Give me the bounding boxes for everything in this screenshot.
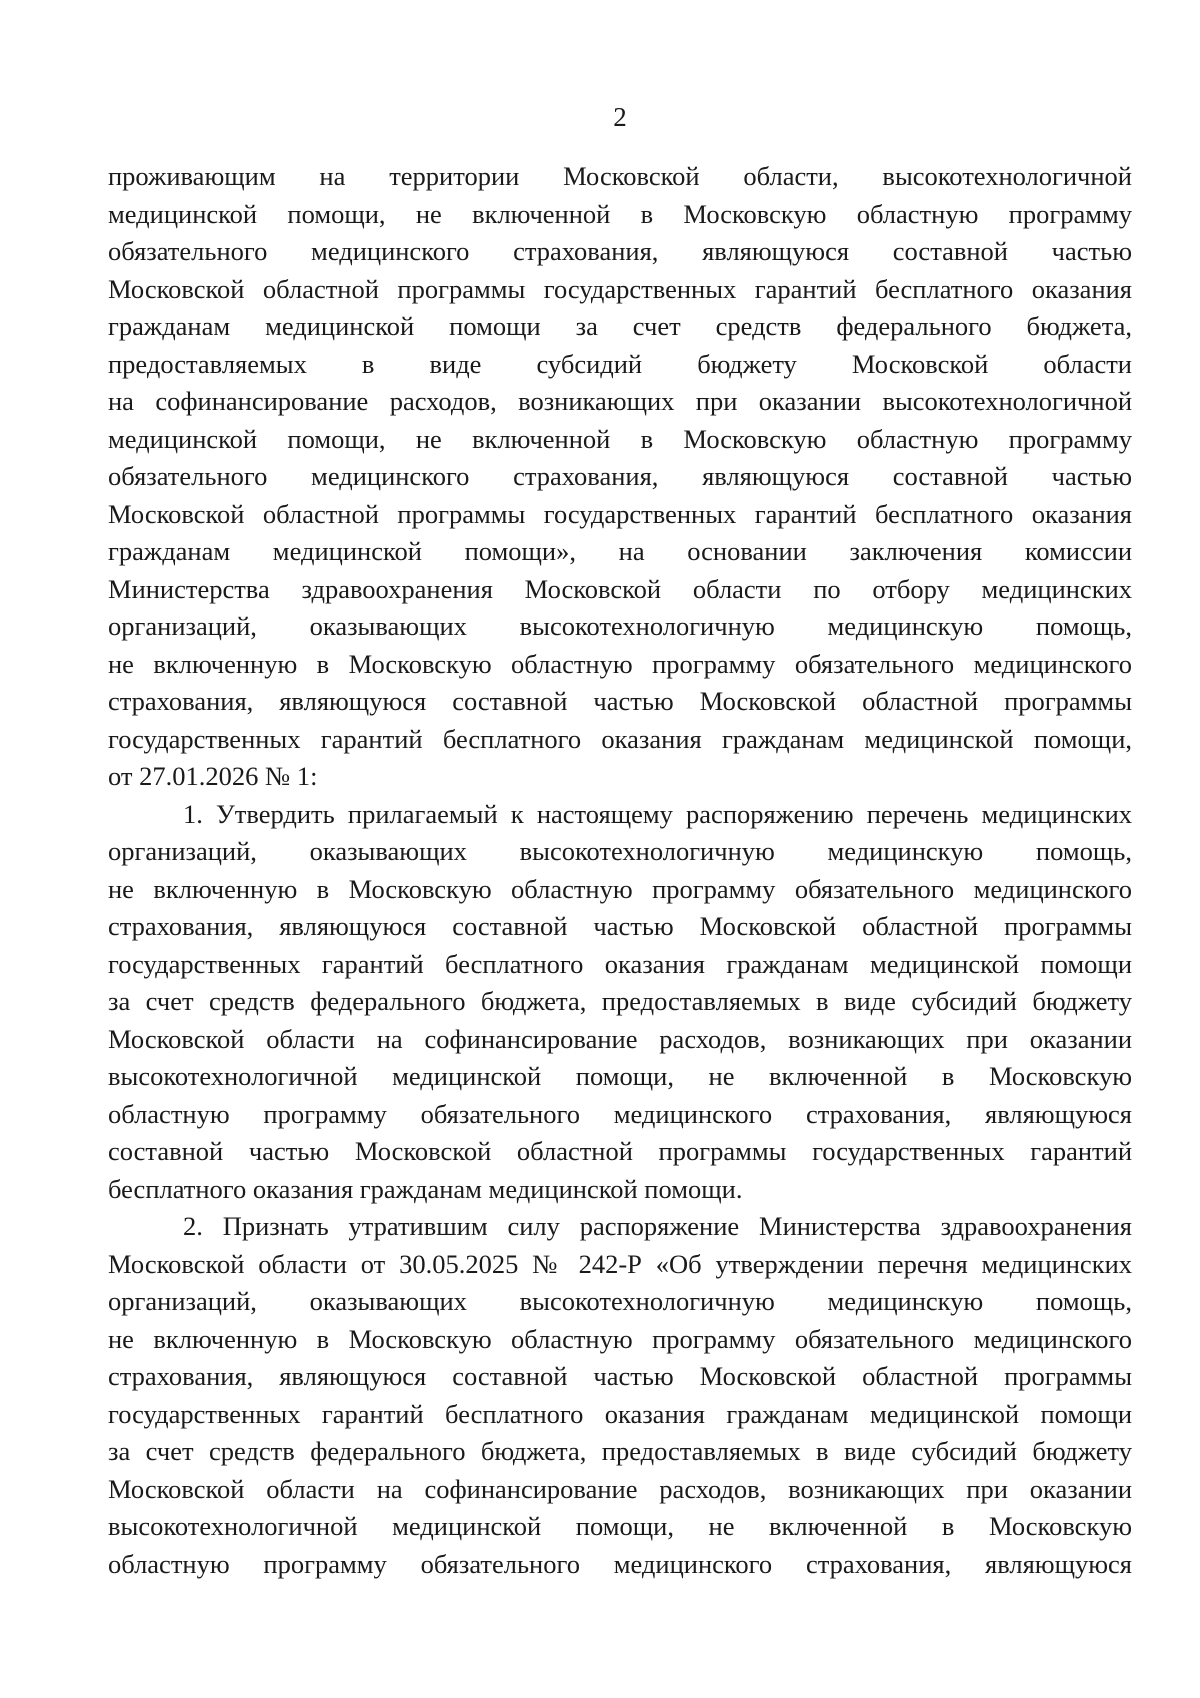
text-line: страхования, являющуюся составной частью Московской областной программы <box>108 686 1132 716</box>
text-line: Московской области на софинансирование расходов, возникающих при оказании <box>108 1023 1132 1054</box>
text-line: за счет средств федерального бюджета, предоставляемых в виде субсидий бюджету <box>108 986 1132 1016</box>
text-line: государственных гарантий бесплатного оказания гражданам медицинской помощи <box>108 1398 1132 1429</box>
text-line: высокотехнологичной медицинской помощи, не включенной в Московскую <box>108 1511 1132 1541</box>
text-line: обязательного медицинского страхования, являющуюся составной частью <box>108 236 1132 266</box>
text-line: государственных гарантий бесплатного оказания гражданам медицинской помощи, <box>108 723 1132 754</box>
text-line: обязательного медицинского страхования, являющуюся составной частью <box>108 461 1132 491</box>
text-line: не включенную в Московскую областную программу обязательного медицинского <box>108 1323 1132 1354</box>
text-line: на софинансирование расходов, возникающих при оказании высокотехнологичной <box>108 386 1132 416</box>
text-line: организаций, оказывающих высокотехнологичную медицинскую помощь, <box>108 836 1132 866</box>
text-line: не включенную в Московскую областную программу обязательного медицинского <box>108 873 1132 904</box>
text-line: областную программу обязательного медицинского страхования, являющуюся <box>108 1548 1132 1579</box>
paragraph-1-start: 1. Утвердить прилагаемый к настоящему распоряжению перечень медицинских <box>183 798 1132 829</box>
text-line: от 27.01.2026 № 1: <box>108 761 318 791</box>
text-line: областную программу обязательного медицинского страхования, являющуюся <box>108 1098 1132 1129</box>
text-line: составной частью Московской областной программы государственных гарантий <box>108 1136 1132 1166</box>
text-line: за счет средств федерального бюджета, предоставляемых в виде субсидий бюджету <box>108 1436 1132 1466</box>
text-line: Московской областной программы государственных гарантий бесплатного оказания <box>108 498 1132 529</box>
text-line: Московской областной программы государственных гарантий бесплатного оказания <box>108 273 1132 304</box>
text-line: государственных гарантий бесплатного оказания гражданам медицинской помощи <box>108 948 1132 979</box>
text-line: Московской области от 30.05.2025 № 242-Р «Об утверждении перечня медицинских <box>108 1248 1132 1279</box>
text-line: Министерства здравоохранения Московской области по отбору медицинских <box>108 573 1132 604</box>
document-body <box>108 158 1132 1583</box>
text-line: проживающим на территории Московской области, высокотехнологичной <box>108 161 1132 191</box>
text-line: организаций, оказывающих высокотехнологичную медицинскую помощь, <box>108 611 1132 641</box>
text-line: организаций, оказывающих высокотехнологичную медицинскую помощь, <box>108 1286 1132 1316</box>
text-line: бесплатного оказания гражданам медицинской помощи. <box>108 1173 743 1204</box>
text-line: высокотехнологичной медицинской помощи, не включенной в Московскую <box>108 1061 1132 1091</box>
text-line: страхования, являющуюся составной частью Московской областной программы <box>108 1361 1132 1391</box>
text-line: гражданам медицинской помощи за счет средств федерального бюджета, <box>108 311 1132 341</box>
text-line: предоставляемых в виде субсидий бюджету Московской области <box>108 348 1132 379</box>
paragraph-2-start: 2. Признать утратившим силу распоряжение Министерства здравоохранения <box>183 1211 1132 1241</box>
text-line: страхования, являющуюся составной частью Московской областной программы <box>108 911 1132 941</box>
text-line: Московской области на софинансирование расходов, возникающих при оказании <box>108 1473 1132 1504</box>
page-number: 2 <box>613 102 627 132</box>
text-line: гражданам медицинской помощи», на основании заключения комиссии <box>108 536 1132 566</box>
text-line: медицинской помощи, не включенной в Московскую областную программу <box>108 198 1132 229</box>
text-line: не включенную в Московскую областную программу обязательного медицинского <box>108 648 1132 679</box>
text-line: медицинской помощи, не включенной в Московскую областную программу <box>108 423 1132 454</box>
